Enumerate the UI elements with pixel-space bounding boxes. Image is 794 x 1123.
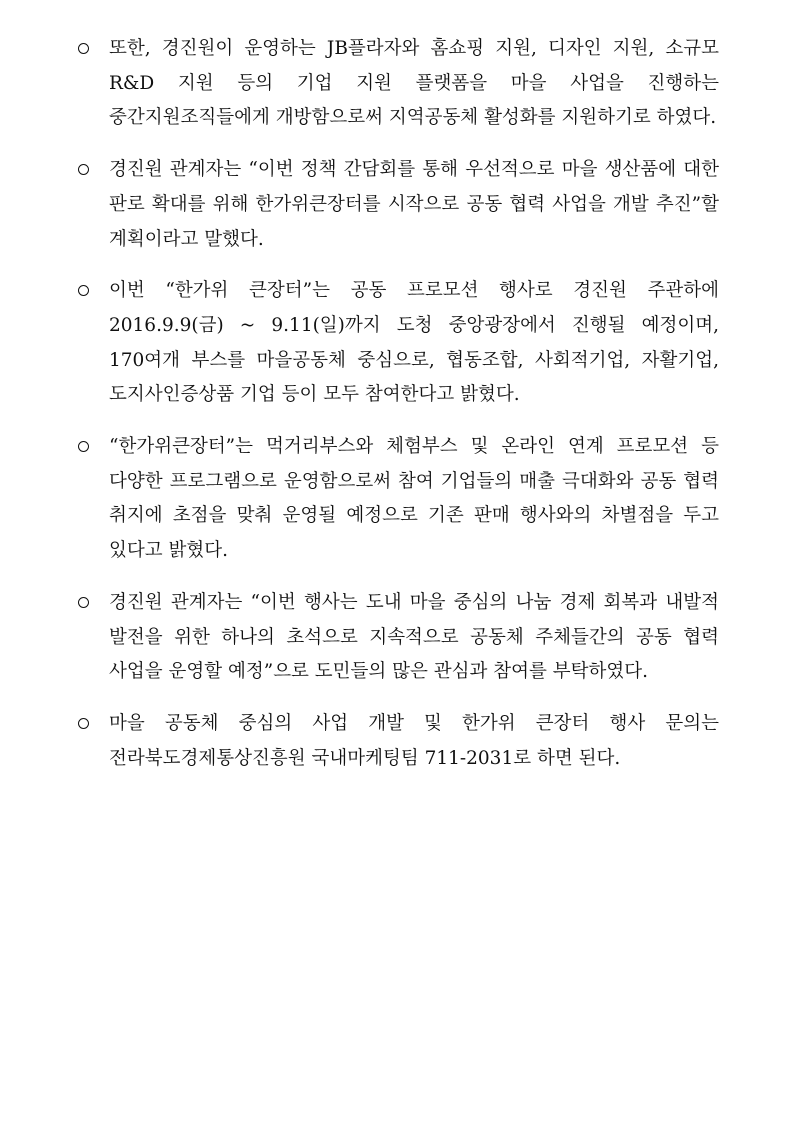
bullet-list (78, 32, 720, 793)
bullet-item (78, 586, 720, 690)
circle-bullet-icon (78, 718, 89, 729)
circle-bullet-icon (78, 43, 89, 54)
bullet-item (78, 274, 720, 413)
circle-bullet-icon (78, 441, 89, 452)
circle-bullet-icon (78, 285, 89, 296)
bullet-text: 마을 공동체 중심의 사업 개발 및 한가위 큰장터 행사 문의는 전라북도경제통상진흥원 국내마케팅팀 711-2031로 하면 된다. (109, 712, 719, 769)
circle-bullet-icon (78, 164, 89, 175)
bullet-text: 또한, 경진원이 운영하는 JB플라자와 홈쇼핑 지원, 디자인 지원, 소규모 R&D 지원 등의 기업 지원 플랫폼을 마을 사업을 진행하는 중간지원조직들에게 개방함으로써 지역공동체 활성화를 지원하기로 하였다. (109, 38, 719, 129)
bullet-text: 경진원 관계자는 “이번 정책 간담회를 통해 우선적으로 마을 생산품에 대한 판로 확대를 위해 한가위큰장터를 시작으로 공동 협력 사업을 개발 추진”할 계획이라고 말했다. (109, 159, 719, 250)
bullet-text: 이번 “한가위 큰장터”는 공동 프로모션 행사로 경진원 주관하에 2016.9.9(금) ~ 9.11(일)까지 도청 중앙광장에서 진행될 예정이며, 170여개 부스를 마을공동체 중심으로, 협동조합, 사회적기업, 자활기업, 도지사인증상품 기업 등이 모두 참여한다고 밝혔다. (109, 280, 719, 406)
bullet-item (78, 707, 720, 776)
bullet-item (78, 430, 720, 569)
bullet-item (78, 153, 720, 257)
bullet-text: “한가위큰장터”는 먹거리부스와 체험부스 및 온라인 연계 프로모션 등 다양한 프로그램으로 운영함으로써 참여 기업들의 매출 극대화와 공동 협력 취지에 초점을 맞춰 운영될 예정으로 기존 판매 행사와의 차별점을 두고 있다고 밝혔다. (109, 436, 719, 562)
circle-bullet-icon (78, 597, 89, 608)
bullet-item (78, 32, 720, 136)
bullet-text: 경진원 관계자는 “이번 행사는 도내 마을 중심의 나눔 경제 회복과 내발적 발전을 위한 하나의 초석으로 지속적으로 공동체 주체들간의 공동 협력 사업을 운영할 예정”으로 도민들의 많은 관심과 참여를 부탁하였다. (109, 591, 719, 683)
